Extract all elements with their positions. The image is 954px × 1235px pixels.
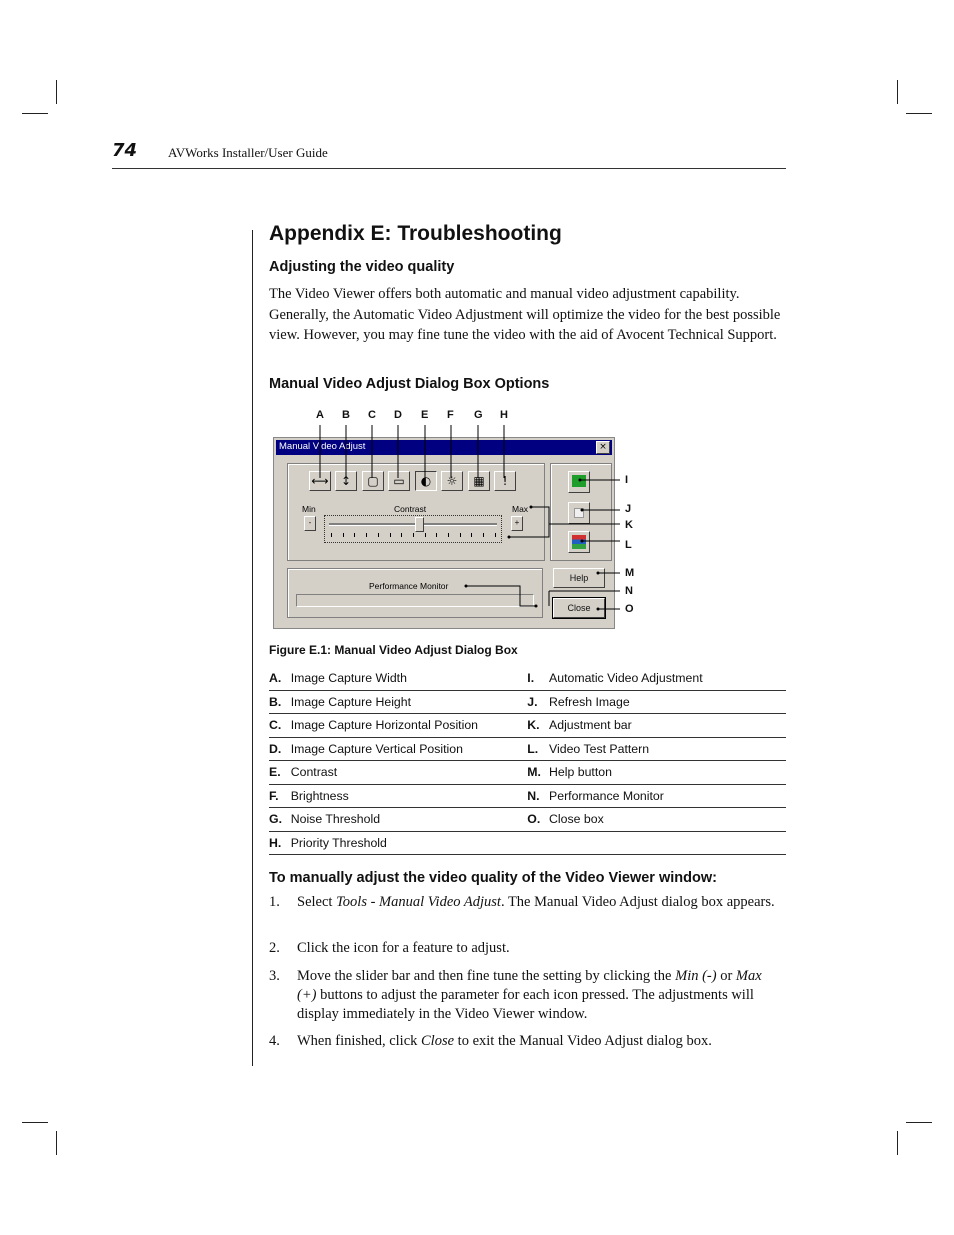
brightness-icon: ☼ [446,474,458,488]
step-text-run: . The Manual Video Adjust dialog box appears. [500,894,775,910]
callout-letter-f: F [447,409,454,421]
crop-mark [906,113,932,114]
step-text [297,967,777,1024]
slider-tick [448,533,449,537]
step-text-run: Click the icon for a feature to adjust. [297,940,510,956]
contrast-button[interactable] [415,471,437,491]
callout-letter-d: D [394,409,402,421]
step-text [297,939,777,958]
refresh-button[interactable] [568,502,590,524]
slider-track [329,523,497,526]
table-row [269,831,786,855]
procedure-title: To manually adjust the video quality of the Video Viewer window: [269,870,717,886]
slider-thumb[interactable] [415,517,424,532]
slider-tick [471,533,472,537]
performance-monitor-label: Performance Monitor [369,581,449,591]
dialog-titlebar [276,440,612,455]
close-button[interactable]: Close [553,598,605,618]
callout-letter-g: G [474,409,483,421]
test-pattern-icon [572,535,586,549]
option-key: G. [269,808,291,832]
crop-mark [56,80,57,104]
option-key: M. [527,761,549,785]
slider-tick [331,533,332,537]
intro-paragraph: The Video Viewer offers both automatic and manual video adjustment capability. Generally, the Automatic Video Adjustment will optimize the video for the best possible view. However, you may fine tune the video with the aid of Avocent Technical Support. [269,286,781,343]
slider-tick [390,533,391,537]
step-text [297,1032,777,1051]
option-key: N. [527,784,549,808]
auto-adjust-button[interactable] [568,471,590,493]
slider-tick [378,533,379,537]
table-row [269,714,786,738]
slider-tick [495,533,496,537]
slider-tick [483,533,484,537]
option-label: Refresh Image [549,690,786,714]
option-label: Adjustment bar [549,714,786,738]
step-number: 4. [269,1033,280,1049]
noise-threshold-icon: ▦ [473,474,485,488]
brightness-button[interactable] [441,471,463,491]
option-key: J. [527,690,549,714]
option-key: F. [269,784,291,808]
contrast-icon: ◐ [420,474,432,488]
help-button[interactable]: Help [553,568,605,588]
step-emphasis: Tools - Manual Video Adjust [336,894,501,910]
slider-tick [343,533,344,537]
figure-caption: Figure E.1: Manual Video Adjust Dialog Box [269,643,518,657]
option-label: Contrast [291,761,528,785]
option-key: C. [269,714,291,738]
step-text [297,893,777,912]
option-key: K. [527,714,549,738]
horizontal-position-icon: ▢ [367,474,379,488]
table-row [269,667,786,690]
min-label: Min [302,504,316,514]
header-rule [112,168,786,169]
option-label: Image Capture Height [291,690,528,714]
option-label: Automatic Video Adjustment [549,667,786,690]
contrast-slider[interactable] [324,515,502,543]
option-label: Image Capture Vertical Position [291,737,528,761]
callout-letter-e: E [421,409,429,421]
callout-letter-l: L [625,539,632,551]
callout-letter-k: K [625,519,633,531]
running-title: AVWorks Installer/User Guide [168,145,328,160]
step-text-run: to exit the Manual Video Adjust dialog box. [454,1033,712,1049]
crop-mark [906,1122,932,1123]
crop-mark [897,1131,898,1155]
slider-tick [354,533,355,537]
options-table [269,667,786,855]
slider-tick [366,533,367,537]
option-label: Close box [549,808,786,832]
option-key [527,831,549,855]
appendix-title: Appendix E: Troubleshooting [269,222,562,245]
slider-tick [436,533,437,537]
option-key: B. [269,690,291,714]
callout-letter-i: I [625,474,629,486]
max-label: Max [512,504,529,514]
dialog-title: Manual Video Adjust [279,441,366,452]
section-title: Adjusting the video quality [269,259,455,275]
slider-tick [401,533,402,537]
step-emphasis: Max (+) [297,968,762,1003]
width-icon: ⟷ [311,474,329,488]
vertical-position-button[interactable] [388,471,410,491]
option-label: Performance Monitor [549,784,786,808]
step-text-run: or [716,968,736,984]
horizontal-position-button[interactable] [362,471,384,491]
test-pattern-button[interactable] [568,531,590,553]
option-label: Image Capture Width [291,667,528,690]
callout-letter-m: M [625,567,635,579]
callout-letter-a: A [316,409,324,421]
page-number: 74 [112,140,138,161]
option-label [549,831,786,855]
option-key: L. [527,737,549,761]
option-key: O. [527,808,549,832]
step-text-run: When finished, click [297,1033,422,1049]
table-row [269,784,786,808]
max-button[interactable]: + [511,516,523,531]
priority-threshold-button[interactable] [494,471,516,491]
option-key: H. [269,831,291,855]
table-row [269,808,786,832]
step-number: 3. [269,968,280,984]
option-label: Brightness [291,784,528,808]
priority-threshold-icon: ! [502,474,508,488]
slider-tick [460,533,461,537]
slider-label: Contrast [394,504,427,514]
callout-letter-h: H [500,409,508,421]
callout-letter-j: J [625,503,632,515]
crop-mark [897,80,898,104]
step-number: 1. [269,894,280,910]
step-text-run: Move the slider bar and then fine tune the setting by clicking the [297,968,676,984]
option-key: I. [527,667,549,690]
performance-bar [296,594,534,607]
callout-letter-c: C [368,409,376,421]
table-row [269,761,786,785]
step-text-run: buttons to adjust the parameter for each icon pressed. The adjustments will display immediately in the Video Viewer window. [297,987,754,1022]
noise-threshold-button[interactable] [468,471,490,491]
auto-adjust-icon [572,475,586,487]
vertical-position-icon: ▭ [393,474,405,488]
callout-letter-b: B [342,409,350,421]
refresh-icon [574,508,584,518]
manual-video-adjust-dialog [273,437,615,629]
width-button[interactable] [309,471,331,491]
step-number: 2. [269,940,280,956]
step-text-run: Select [297,894,337,910]
crop-mark [22,113,48,114]
table-row [269,737,786,761]
min-button[interactable]: - [304,516,316,531]
margin-rule [252,230,253,1066]
performance-group [287,568,543,618]
option-label: Image Capture Horizontal Position [291,714,528,738]
option-label: Help button [549,761,786,785]
option-key: E. [269,761,291,785]
step-emphasis: Min (-) [675,968,717,984]
height-icon: ↕ [340,474,352,488]
options-title: Manual Video Adjust Dialog Box Options [269,376,550,392]
callout-letter-o: O [625,603,634,615]
option-label: Video Test Pattern [549,737,786,761]
callout-letter-n: N [625,585,633,597]
option-label: Noise Threshold [291,808,528,832]
option-key: D. [269,737,291,761]
crop-mark [56,1131,57,1155]
slider-tick [425,533,426,537]
option-key: A. [269,667,291,690]
table-row [269,690,786,714]
option-label: Priority Threshold [291,831,528,855]
step-emphasis: Close [421,1033,455,1049]
crop-mark [22,1122,48,1123]
height-button[interactable] [335,471,357,491]
close-icon[interactable]: × [596,441,610,454]
slider-tick [413,533,414,537]
